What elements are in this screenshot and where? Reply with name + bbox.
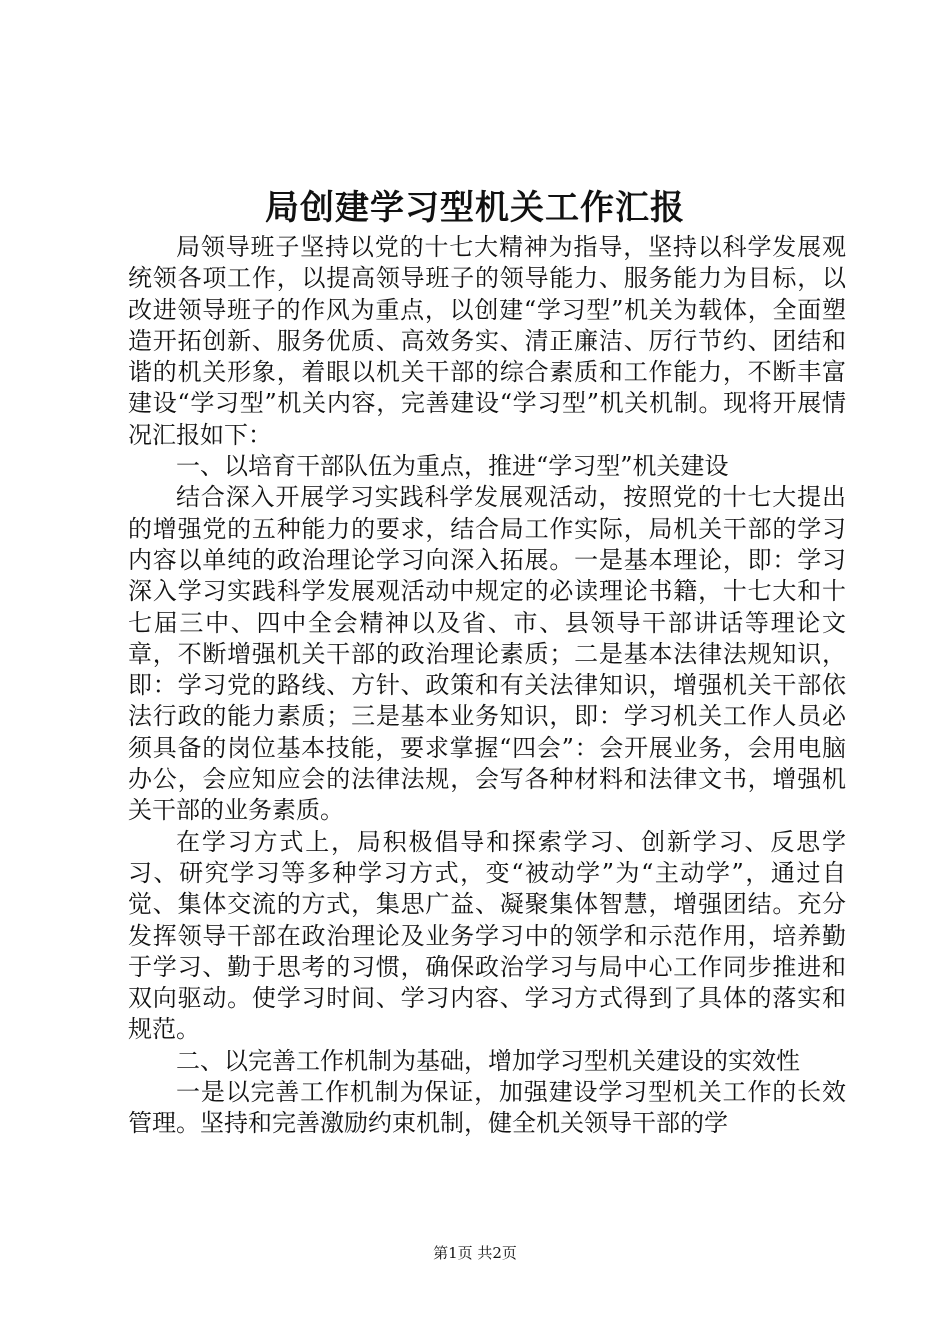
document-title: 局创建学习型机关工作汇报 [265, 188, 685, 228]
intro-paragraph: 局领导班子坚持以党的十七大精神为指导，坚持以科学发展观统领各项工作，以提高领导班子的领导能力、服务能力为目标，以改进领导班子的作风为重点，以创建“学习型”机关为载体，全面塑造开拓创新、服务优质、高效务实、清正廉洁、厉行节约、团结和谐的机关形象，着眼以机关干部的综合素质和工作能力，不断丰富建设“学习型”机关内容，完善建设“学习型”机关机制。现将开展情况汇报如下： [128, 233, 846, 449]
document-body [128, 232, 846, 1140]
body-paragraph: 在学习方式上，局积极倡导和探索学习、创新学习、反思学习、研究学习等多种学习方式，变“被动学”为“主动学”，通过自觉、集体交流的方式，集思广益、凝聚集体智慧，增强团结。充分发挥领导干部在政治理论及业务学习中的领学和示范作用，培养勤于学习、勤于思考的习惯，确保政治学习与局中心工作同步推进和双向驱动。使学习时间、学习内容、学习方式得到了具体的落实和规范。 [128, 827, 846, 1044]
section-heading-2: 二、以完善工作机制为基础，增加学习型机关建设的实效性 [176, 1046, 800, 1075]
body-paragraph: 结合深入开展学习实践科学发展观活动，按照党的十七大提出的增强党的五种能力的要求，结合局工作实际，局机关干部的学习内容以单纯的政治理论学习向深入拓展。一是基本理论，即：学习深入学习实践科学发展观活动中规定的必读理论书籍，十七大和十七届三中、四中全会精神以及省、市、县领导干部讲话等理论文章，不断增强机关干部的政治理论素质；二是基本法律法规知识，即：学习党的路线、方针、政策和有关法律知识，增强机关干部依法行政的能力素质；三是基本业务知识，即：学习机关工作人员必须具备的岗位基本技能，要求掌握“四会”：会开展业务，会用电脑办公，会应知应会的法律法规，会写各种材料和法律文书，增强机关干部的业务素质。 [128, 483, 846, 825]
body-paragraph: 一是以完善工作机制为保证，加强建设学习型机关工作的长效管理。坚持和完善激励约束机制，健全机关领导干部的学 [128, 1078, 846, 1138]
section-heading-1: 一、以培育干部队伍为重点，推进“学习型”机关建设 [176, 452, 729, 481]
page-number-footer: 第1页 共2页 [433, 1244, 517, 1262]
